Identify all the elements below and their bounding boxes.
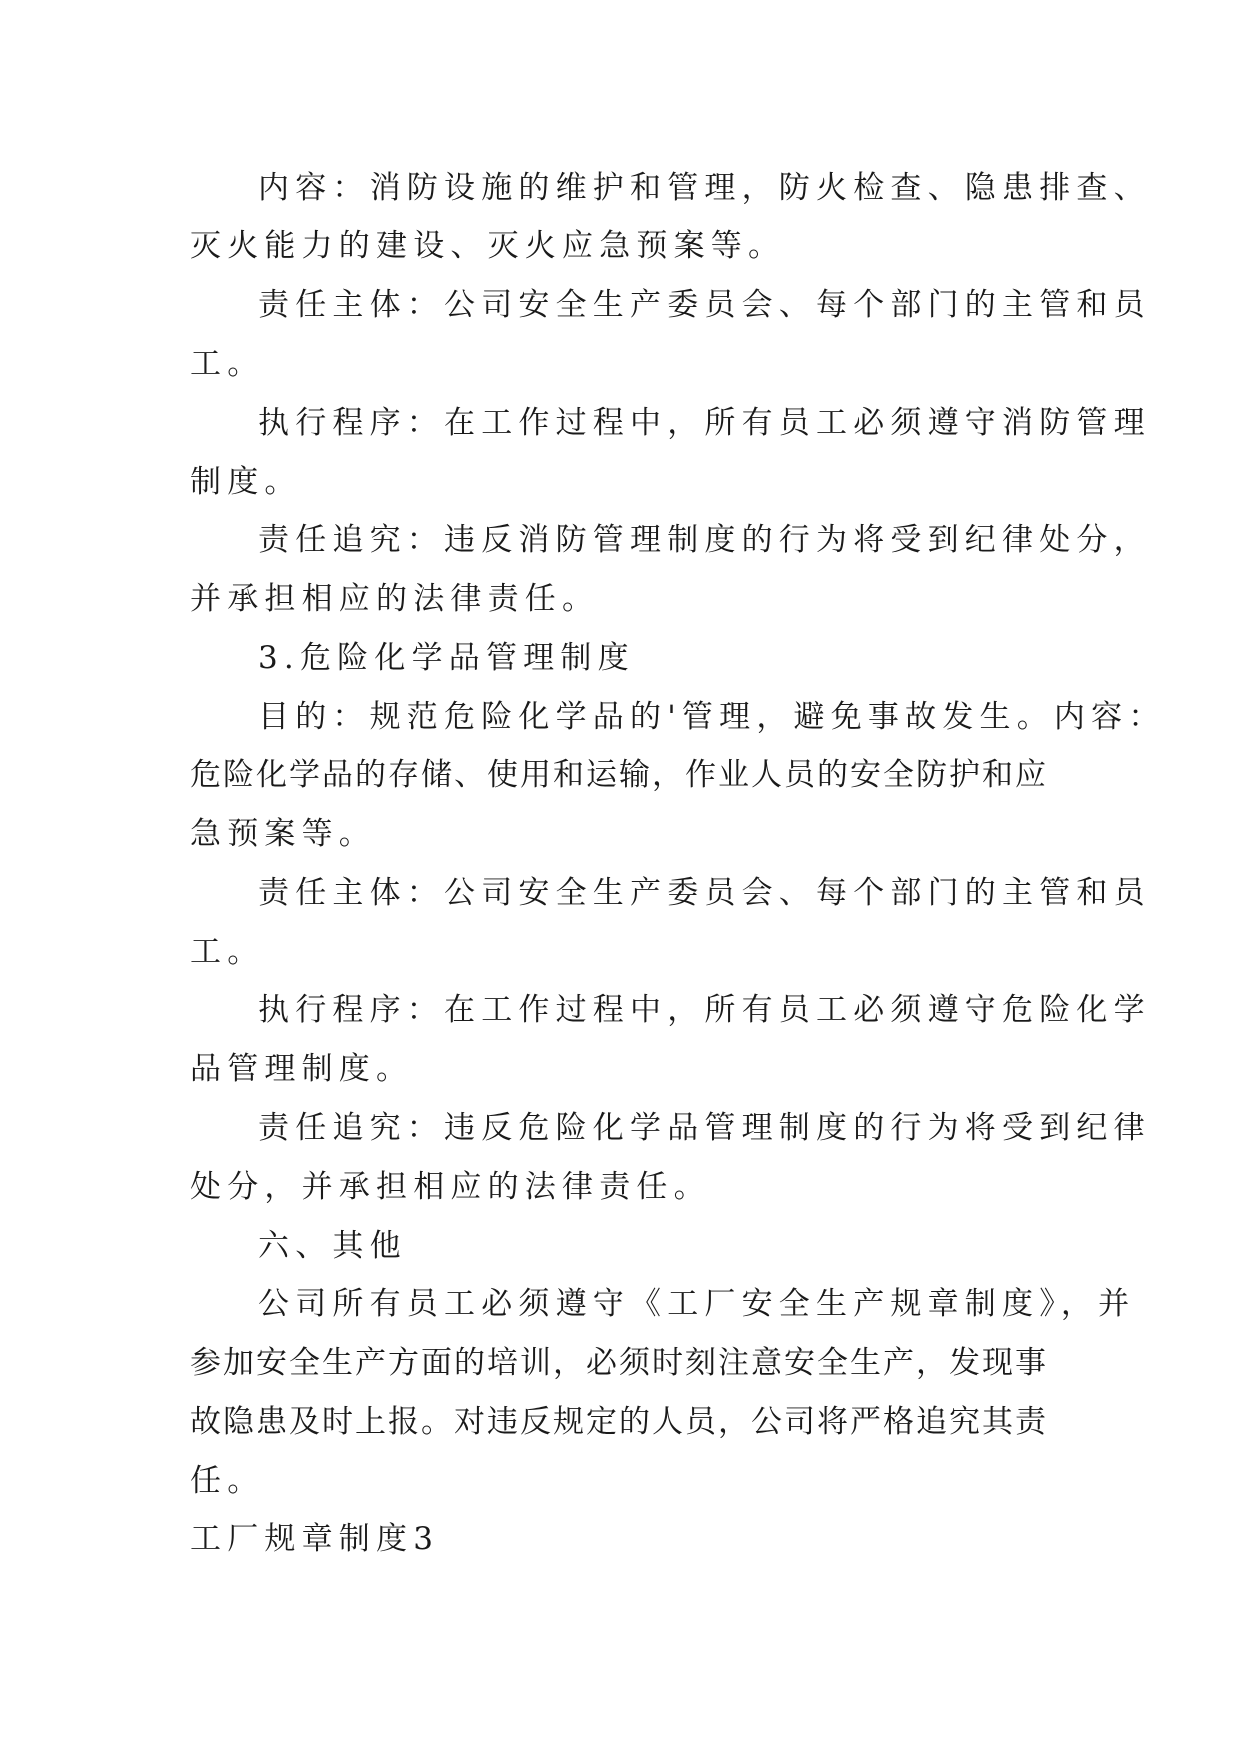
paragraph-line: 责任主体：公司安全生产委员会、每个部门的主管和员 [258, 875, 1151, 911]
paragraph-line: 执行程序：在工作过程中，所有员工必须遵守危险化学 [258, 992, 1151, 1028]
paragraph-line: 故隐患及时上报。对违反规定的人员，公司将严格追究其责 [190, 1404, 1048, 1440]
paragraph-line: 处分，并承担相应的法律责任。 [190, 1169, 711, 1205]
paragraph-line: 工。 [190, 346, 265, 382]
paragraph-line: 责任追究：违反危险化学品管理制度的行为将受到纪律 [258, 1110, 1151, 1146]
paragraph-line: 危险化学品的存储、使用和运输，作业人员的安全防护和应 [190, 757, 1048, 793]
paragraph-line: 执行程序：在工作过程中，所有员工必须遵守消防管理 [258, 405, 1151, 441]
paragraph-line: 灭火能力的建设、灭火应急预案等。 [190, 228, 786, 264]
section-heading: 六、其他 [258, 1228, 407, 1264]
section-heading: 3.危险化学品管理制度 [258, 640, 635, 676]
paragraph-line: 参加安全生产方面的培训，必须时刻注意安全生产，发现事 [190, 1345, 1048, 1381]
document-title: 工厂规章制度3 [190, 1521, 440, 1557]
paragraph-line: 任。 [190, 1463, 265, 1499]
paragraph-line: 制度。 [190, 464, 302, 500]
paragraph-line: 品管理制度。 [190, 1051, 414, 1087]
paragraph-line: 责任追究：违反消防管理制度的行为将受到纪律处分， [258, 522, 1151, 558]
paragraph-line: 公司所有员工必须遵守《工厂安全生产规章制度》，并 [258, 1286, 1136, 1322]
paragraph-line: 工。 [190, 934, 265, 970]
paragraph-line: 并承担相应的法律责任。 [190, 581, 600, 617]
paragraph-line: 目的：规范危险化学品的'管理，避免事故发生。内容： [258, 699, 1166, 735]
paragraph-line: 急预案等。 [190, 816, 376, 852]
paragraph-line: 内容：消防设施的维护和管理，防火检查、隐患排查、 [258, 170, 1151, 206]
paragraph-line: 责任主体：公司安全生产委员会、每个部门的主管和员 [258, 287, 1151, 323]
